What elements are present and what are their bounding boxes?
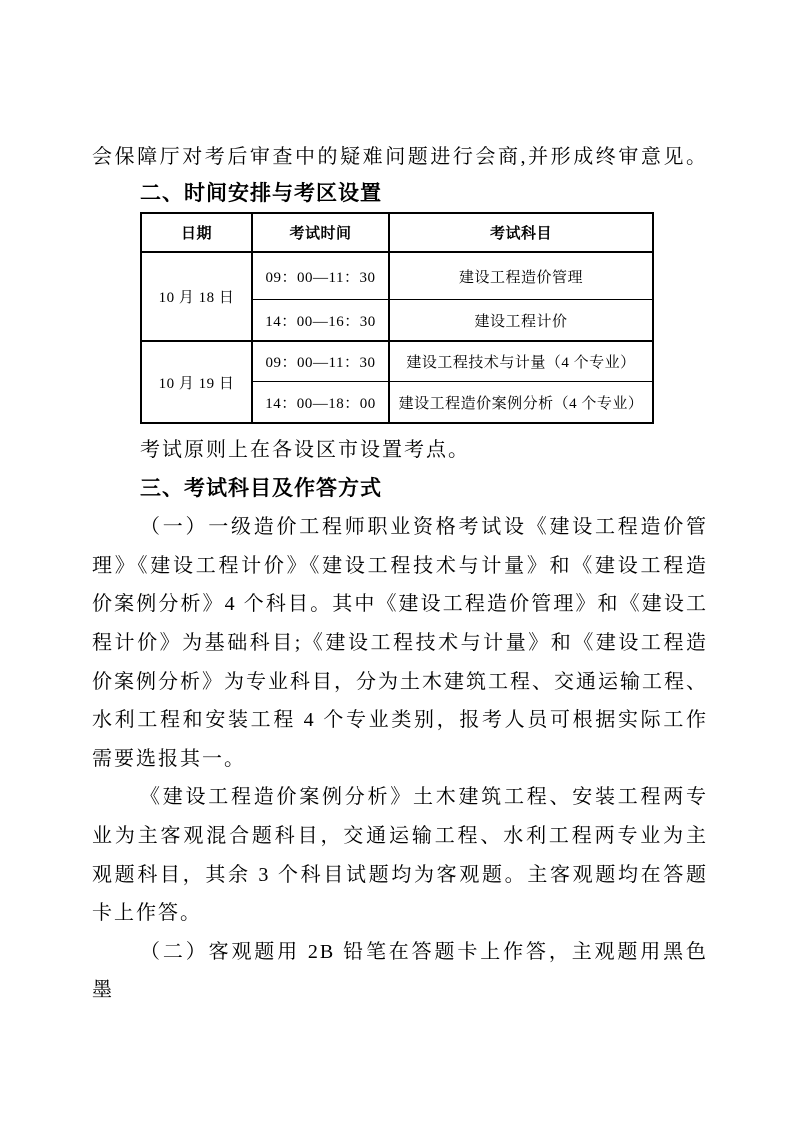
column-header-time: 考试时间 [252,213,389,252]
subject-cell: 建设工程造价管理 [389,252,653,300]
para1-line: 水利工程和安装工程 4 个专业类别，报考人员可根据实际工作 [92,709,708,732]
para1-line: 理》《建设工程计价》《建设工程技术与计量》和《建设工程造 [92,554,708,577]
date-cell-oct18: 10 月 18 日 [141,252,252,341]
column-header-date: 日期 [141,213,252,252]
time-cell: 09：00—11：30 [252,341,389,382]
para1-line: 程计价》为基础科目;《建设工程技术与计量》和《建设工程造 [92,631,708,654]
para2-line: 观题科目，其余 3 个科目试题均为客观题。主客观题均在答题 [92,863,708,886]
exam-site-note-line: 考试原则上在各设区市设置考点。 [140,439,470,461]
para2-line: 《建设工程造价案例分析》土木建筑工程、安装工程两专 [140,786,708,809]
subject-cell: 建设工程技术与计量（4 个专业） [389,341,653,382]
intro-continuation-line: 会保障厅对考后审查中的疑难问题进行会商,并形成终审意见。 [92,146,708,168]
column-header-subject: 考试科目 [389,213,653,252]
para1-line: 价案例分析》为专业科目，分为土木建筑工程、交通运输工程、 [92,670,708,693]
table-row [141,341,653,382]
body-text [92,431,708,1010]
subject-cell: 建设工程造价案例分析（4 个专业） [389,382,653,424]
time-cell: 14：00—16：30 [252,300,389,342]
para2-line: 卡上作答。 [92,902,202,925]
date-cell-oct19: 10 月 19 日 [141,341,252,423]
para3-line: （二）客观题用 2B 铅笔在答题卡上作答，主观题用黑色墨 [92,940,708,1002]
time-cell: 09：00—11：30 [252,252,389,300]
table-row [141,252,653,300]
section3-heading: 三、考试科目及作答方式 [140,476,382,500]
section2-heading: 二、时间安排与考区设置 [140,182,382,205]
para1-line: 需要选报其一。 [92,747,246,770]
exam-schedule-table [140,212,654,424]
time-cell: 14：00—18：00 [252,382,389,424]
subject-cell: 建设工程计价 [389,300,653,342]
para1-line: （一）一级造价工程师职业资格考试设《建设工程造价管 [140,516,708,539]
para1-line: 价案例分析》4 个科目。其中《建设工程造价管理》和《建设工 [92,593,708,616]
para2-line: 业为主客观混合题科目，交通运输工程、水利工程两专业为主 [92,824,708,847]
table-header-row [141,213,653,252]
